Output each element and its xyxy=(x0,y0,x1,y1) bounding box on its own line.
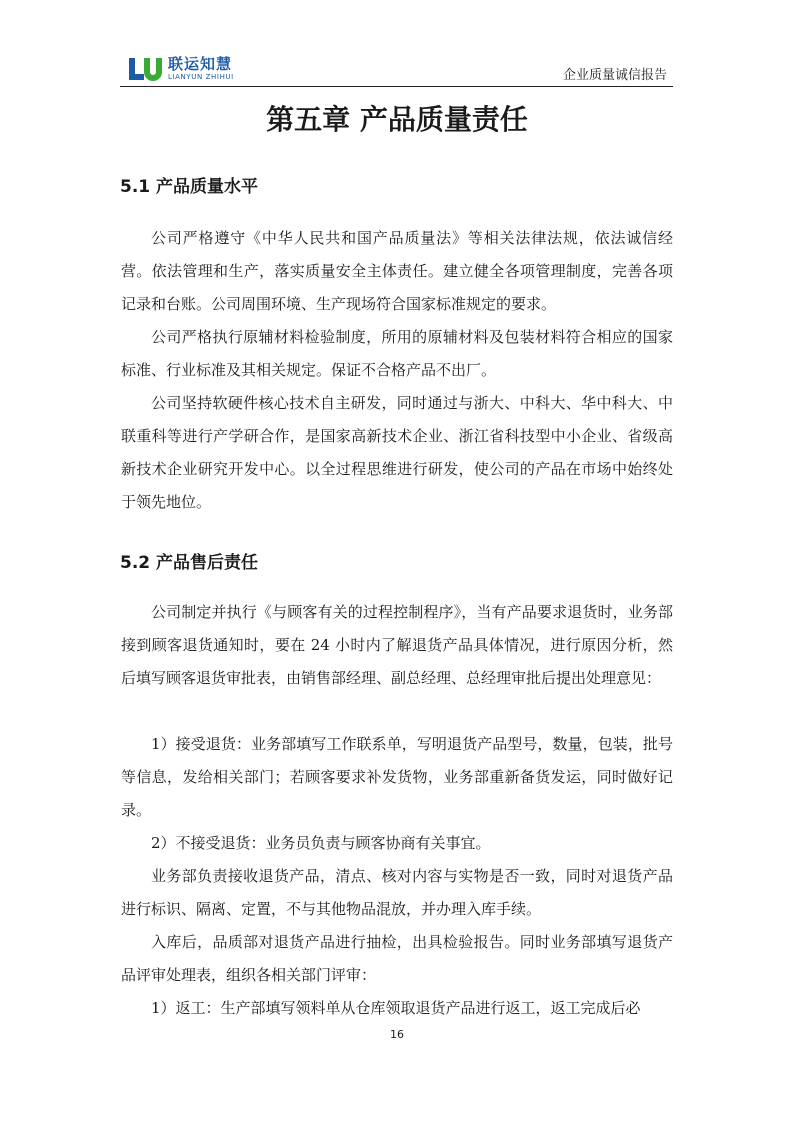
lianyun-lu-logo-icon xyxy=(128,56,164,82)
logo-chinese-name: 联运知慧 xyxy=(168,55,233,73)
paragraph: 入库后，品质部对退货产品进行抽检，出具检验报告。同时业务部填写退货产品评审处理表，组织各相关部门评审： xyxy=(121,933,673,984)
report-title: 企业质量诚信报告 xyxy=(562,68,667,83)
section-heading-5-2: 5.2 产品售后责任 xyxy=(120,553,259,573)
paragraph: 公司制定并执行《与顾客有关的过程控制程序》，当有产品要求退货时，业务部接到顾客退货通知时，要在 24 小时内了解退货产品具体情况，进行原因分析，然后填写顾客退货审批表，由销售部经理、副总经理、总经理审批后提出处理意见： xyxy=(121,603,673,687)
list-item: 1）接受退货：业务部填写工作联系单，写明退货产品型号，数量，包装，批号等信息，发给相关部门；若顾客要求补发货物，业务部重新备货发运，同时做好记录。 xyxy=(121,735,673,819)
logo-english-name: LIANYUN ZHIHUI xyxy=(168,73,234,81)
list-item: 2）不接受退货：业务员负责与顾客协商有关事宜。 xyxy=(151,834,491,852)
paragraph: 公司严格遵守《中华人民共和国产品质量法》等相关法律法规，依法诚信经营。依法管理和生产，落实质量安全主体责任。建立健全各项管理制度，完善各项记录和台账。公司周围环境、生产现场符合国家标准规定的要求。 xyxy=(121,229,673,313)
company-logo xyxy=(128,56,234,84)
list-item: 1）返工：生产部填写领料单从仓库领取退货产品进行返工，返工完成后必 xyxy=(151,999,641,1017)
paragraph: 业务部负责接收退货产品，清点、核对内容与实物是否一致，同时对退货产品进行标识、隔离、定置，不与其他物品混放，并办理入库手续。 xyxy=(121,867,673,918)
chapter-title: 第五章 产品质量责任 xyxy=(266,103,528,136)
paragraph: 公司坚持软硬件核心技术自主研发，同时通过与浙大、中科大、华中科大、中联重科等进行产学研合作，是国家高新技术企业、浙江省科技型中小企业、省级高新技术企业研究开发中心。以全过程思维进行研发，使公司的产品在市场中始终处于领先地位。 xyxy=(121,394,673,511)
section-heading-5-1: 5.1 产品质量水平 xyxy=(120,177,259,197)
paragraph: 公司严格执行原辅材料检验制度，所用的原辅材料及包装材料符合相应的国家标准、行业标准及其相关规定。保证不合格产品不出厂。 xyxy=(121,328,673,379)
page-number: 16 xyxy=(390,1028,404,1041)
logo-text xyxy=(168,56,234,81)
page-header xyxy=(120,52,673,87)
